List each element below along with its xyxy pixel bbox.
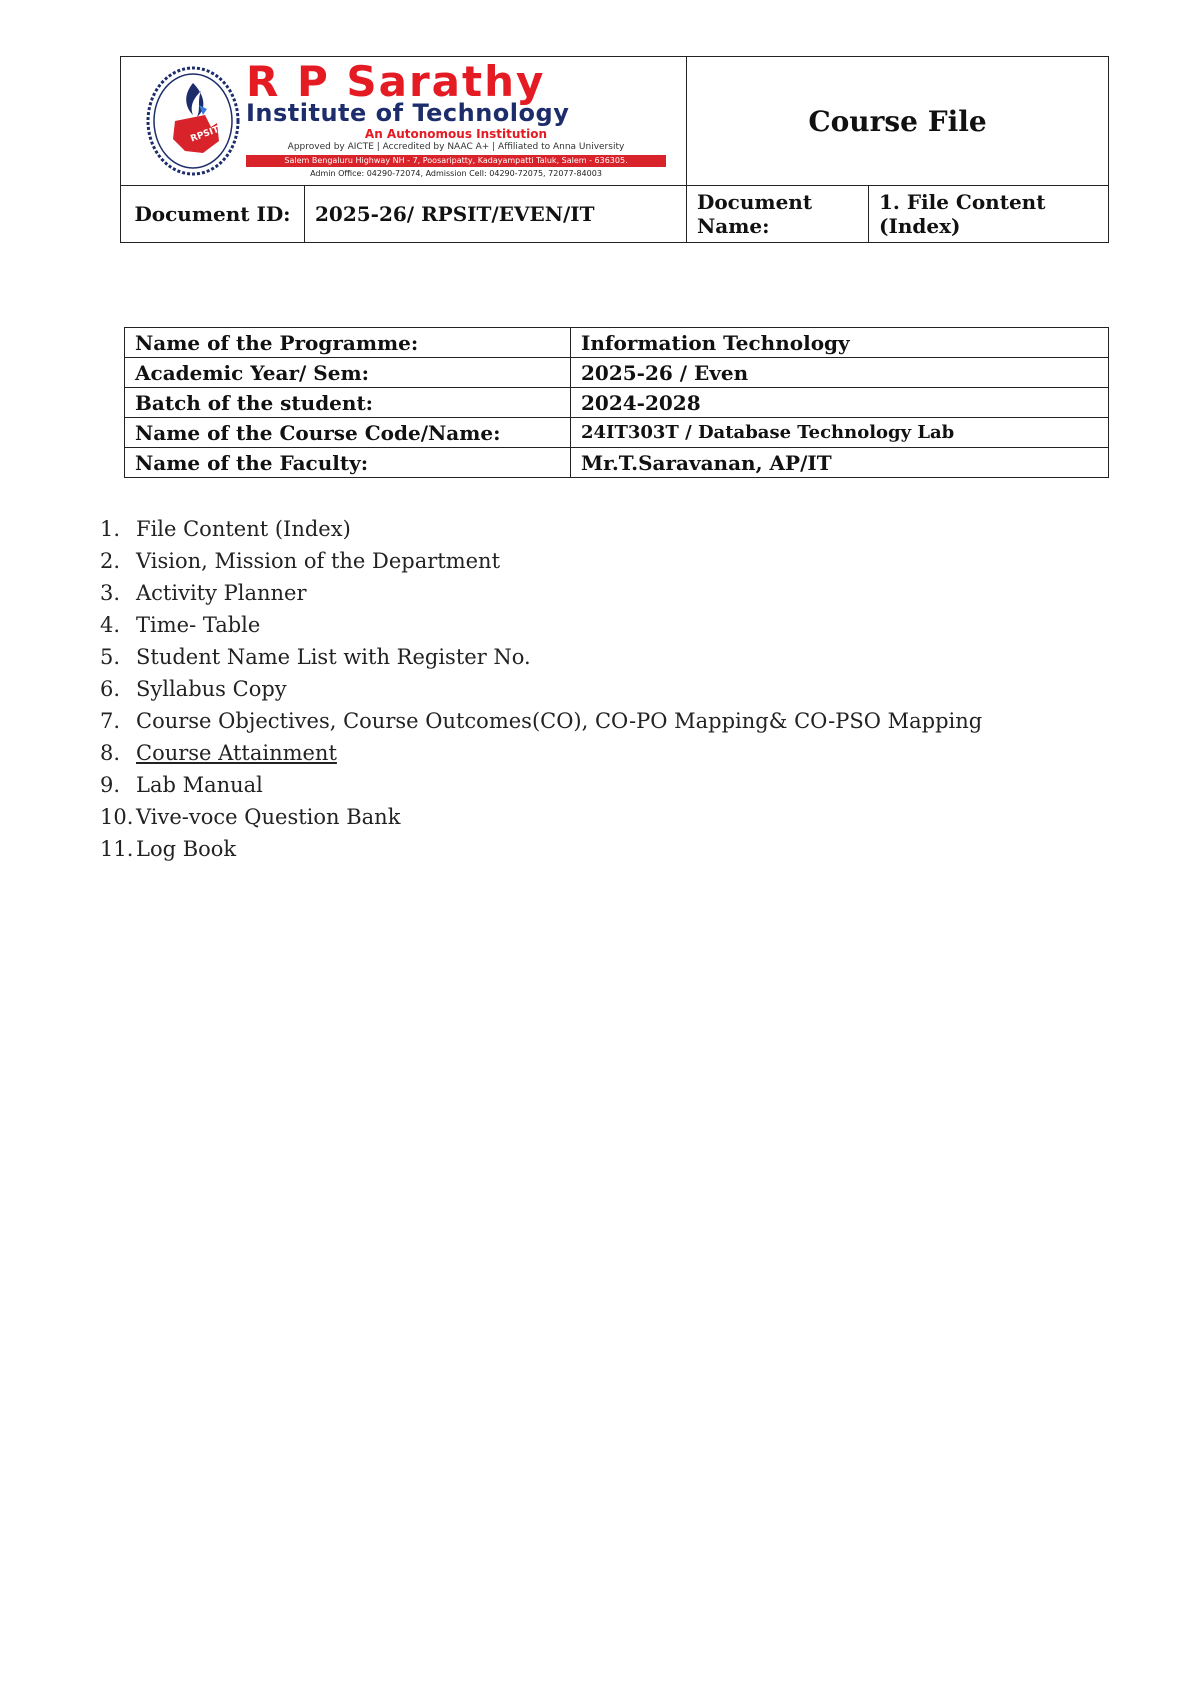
list-number: 2. bbox=[100, 549, 121, 573]
list-text: Log Book bbox=[136, 837, 237, 861]
list-number: 1. bbox=[100, 517, 121, 541]
info-label: Batch of the student: bbox=[125, 388, 571, 418]
list-number: 5. bbox=[100, 645, 121, 669]
table-row bbox=[125, 418, 1109, 448]
table-row bbox=[125, 328, 1109, 358]
document-name-value-line2: (Index) bbox=[879, 214, 961, 238]
logo-cell bbox=[121, 57, 687, 186]
list-number: 8. bbox=[100, 741, 121, 765]
brand-autonomous: An Autonomous Institution bbox=[364, 127, 548, 141]
list-item bbox=[100, 833, 982, 865]
list-item bbox=[100, 641, 982, 673]
institution-logo bbox=[121, 57, 686, 185]
info-label: Name of the Faculty: bbox=[125, 448, 571, 478]
seal-text: RPSIT bbox=[189, 124, 221, 145]
list-item bbox=[100, 705, 982, 737]
list-text: Course Attainment bbox=[136, 741, 337, 765]
header-table bbox=[120, 56, 1109, 243]
table-row bbox=[125, 388, 1109, 418]
document-name-label bbox=[687, 186, 869, 243]
info-label: Academic Year/ Sem: bbox=[125, 358, 571, 388]
list-text: Student Name List with Register No. bbox=[136, 645, 531, 669]
list-item bbox=[100, 609, 982, 641]
document-name-label-line2: Name: bbox=[697, 214, 770, 238]
brand-address: Salem Bengaluru Highway NH - 7, Poosaripatty, Kadayampatti Taluk, Salem - 636305. bbox=[246, 155, 666, 167]
list-number: 11. bbox=[100, 837, 134, 861]
list-item bbox=[100, 513, 982, 545]
list-text: Course Objectives, Course Outcomes(CO), CO-PO Mapping& CO-PSO Mapping bbox=[136, 709, 983, 733]
list-item bbox=[100, 769, 982, 801]
info-value: 2024-2028 bbox=[571, 388, 1109, 418]
document-name-value-line1: 1. File Content bbox=[879, 190, 1046, 214]
list-number: 7. bbox=[100, 709, 121, 733]
contents-list bbox=[100, 513, 982, 865]
info-label: Name of the Course Code/Name: bbox=[125, 418, 571, 448]
document-name-value bbox=[869, 186, 1109, 243]
document-name-label-line1: Document bbox=[697, 190, 813, 214]
brand-phones: Admin Office: 04290-72074, Admission Cell: 04290-72075, 72077-84003 bbox=[310, 169, 602, 178]
brand-approval: Approved by AICTE | Accredited by NAAC A+ | Affiliated to Anna University bbox=[287, 142, 625, 152]
list-item bbox=[100, 737, 982, 769]
list-item bbox=[100, 801, 982, 833]
page-title: Course File bbox=[687, 57, 1109, 186]
info-value: Mr.T.Saravanan, AP/IT bbox=[571, 448, 1109, 478]
info-value: 2025-26 / Even bbox=[571, 358, 1109, 388]
list-text: Activity Planner bbox=[136, 581, 307, 605]
list-text: File Content (Index) bbox=[136, 517, 351, 541]
table-row bbox=[125, 448, 1109, 478]
list-number: 3. bbox=[100, 581, 121, 605]
list-text: Vision, Mission of the Department bbox=[136, 549, 501, 573]
list-text: Syllabus Copy bbox=[136, 677, 287, 701]
list-item bbox=[100, 577, 982, 609]
list-number: 10. bbox=[100, 805, 134, 829]
list-text: Lab Manual bbox=[136, 773, 263, 797]
course-info-table bbox=[124, 327, 1109, 478]
info-label: Name of the Programme: bbox=[125, 328, 571, 358]
document-id-label: Document ID: bbox=[121, 186, 305, 243]
list-number: 9. bbox=[100, 773, 121, 797]
list-number: 6. bbox=[100, 677, 121, 701]
list-item bbox=[100, 545, 982, 577]
brand-name: R P Sarathy bbox=[246, 57, 546, 106]
info-value: Information Technology bbox=[571, 328, 1109, 358]
table-row bbox=[125, 358, 1109, 388]
info-value: 24IT303T / Database Technology Lab bbox=[571, 418, 1109, 448]
list-text: Vive-voce Question Bank bbox=[136, 805, 401, 829]
seal-icon bbox=[145, 65, 241, 177]
document-id-value: 2025-26/ RPSIT/EVEN/IT bbox=[305, 186, 687, 243]
list-item bbox=[100, 673, 982, 705]
brand-subtitle: Institute of Technology bbox=[246, 99, 570, 127]
list-number: 4. bbox=[100, 613, 121, 637]
list-text: Time- Table bbox=[136, 613, 261, 637]
